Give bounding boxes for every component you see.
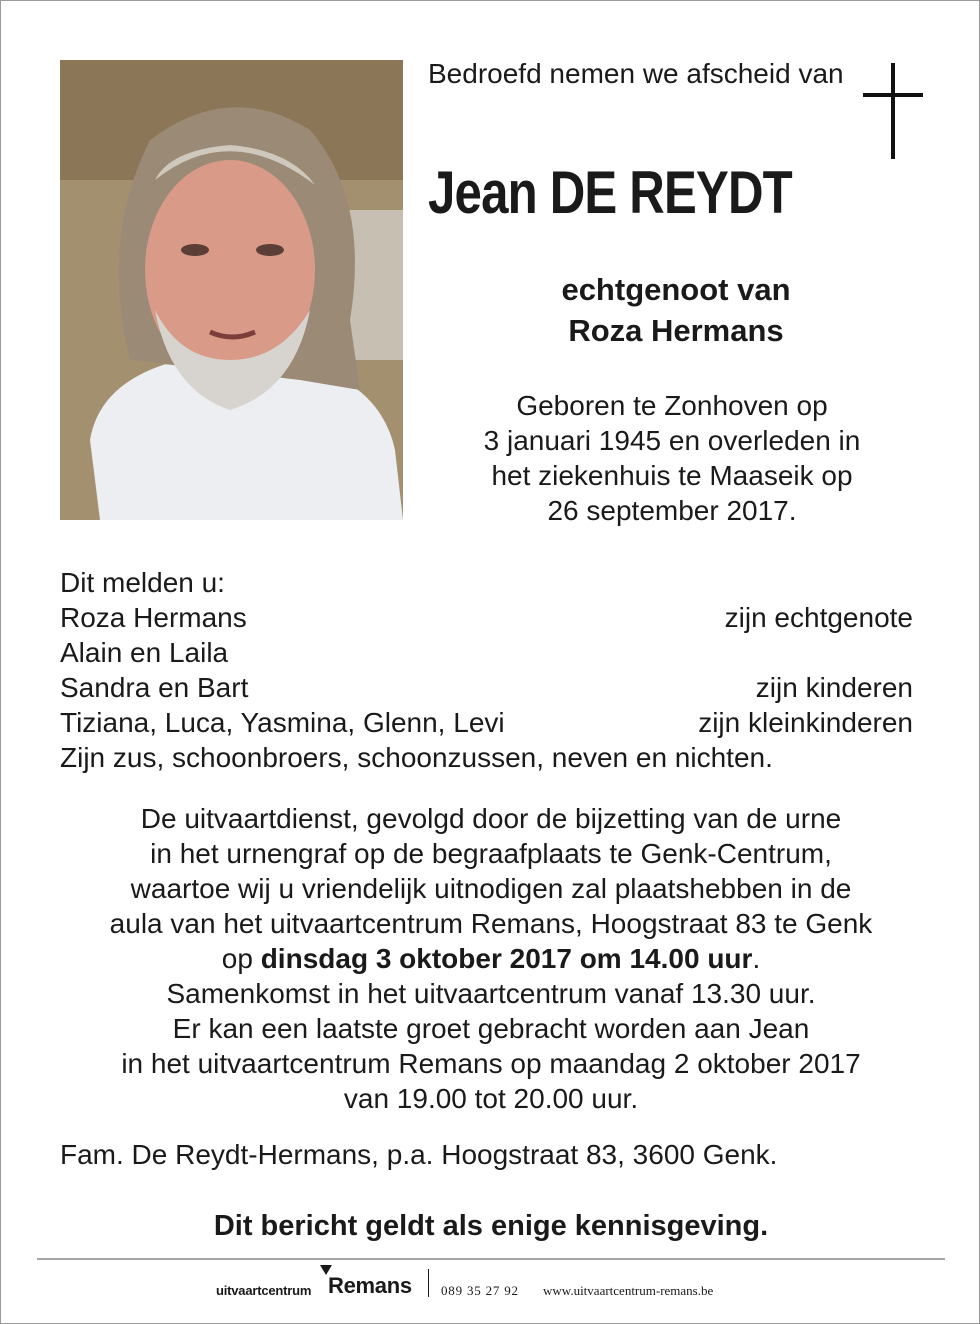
family-relation: zijn kleinkinderen — [698, 707, 913, 738]
service-date-line — [41, 941, 941, 976]
family-names: Alain en Laila — [60, 637, 229, 668]
family-names: Roza Hermans — [60, 602, 247, 633]
service-line: De uitvaartdienst, gevolgd door de bijzetting van de urne — [140, 803, 842, 834]
service-line: aula van het uitvaartcentrum Remans, Hoogstraat 83 te Genk — [109, 908, 873, 939]
service-line: in het uitvaartcentrum Remans op maandag 2 oktober 2017 — [121, 1048, 861, 1079]
footer-phone: 089 35 27 92 — [441, 1283, 519, 1298]
birth-death-block — [421, 388, 923, 528]
family-relation: zijn kinderen — [755, 672, 913, 703]
service-date-prefix: op — [221, 943, 261, 974]
portrait-illustration — [60, 60, 403, 520]
family-row — [60, 705, 913, 740]
family-address: Fam. De Reydt-Hermans, p.a. Hoogstraat 83, 3600 Genk. — [60, 1139, 778, 1170]
service-date: dinsdag 3 oktober 2017 om 14.00 uur — [260, 943, 753, 974]
footer — [216, 1263, 776, 1309]
family-row — [60, 670, 913, 705]
family-row — [60, 600, 913, 635]
birth-line: Geboren te Zonhoven op — [516, 390, 828, 421]
service-line: van 19.00 tot 20.00 uur. — [343, 1083, 639, 1114]
family-extended: Zijn zus, schoonbroers, schoonzussen, neven en nichten. — [60, 742, 773, 773]
footer-brand-name: Remans — [328, 1273, 412, 1298]
deceased-name: Jean DE REYDT — [428, 159, 792, 226]
spouse-line-2: Roza Hermans — [568, 313, 784, 348]
family-row — [60, 635, 913, 670]
birth-line: 26 september 2017. — [547, 495, 797, 526]
service-line: Er kan een laatste groet gebracht worden aan Jean — [172, 1013, 810, 1044]
family-names: Tiziana, Luca, Yasmina, Glenn, Levi — [60, 707, 505, 738]
service-line: in het urnengraf op de begraafplaats te Genk-Centrum, — [150, 838, 832, 869]
service-block — [41, 801, 941, 1116]
birth-line: 3 januari 1945 en overleden in — [483, 425, 861, 456]
service-line: waartoe wij u vriendelijk uitnodigen zal plaatshebben in de — [130, 873, 852, 904]
footer-divider — [37, 1258, 945, 1260]
portrait-photo — [60, 60, 403, 520]
family-block — [60, 565, 913, 775]
cross-icon — [863, 63, 925, 159]
spouse-line-1: echtgenoot van — [561, 272, 791, 307]
intro-text: Bedroefd nemen we afscheid van — [428, 58, 844, 89]
footer-brand-small: uitvaartcentrum — [216, 1283, 312, 1298]
notice-text: Dit bericht geldt als enige kennisgeving. — [213, 1210, 769, 1242]
service-line: Samenkomst in het uitvaartcentrum vanaf 13.30 uur. — [166, 978, 816, 1009]
footer-separator — [428, 1269, 429, 1297]
spouse-block — [471, 269, 881, 351]
family-names: Sandra en Bart — [60, 672, 249, 703]
birth-line: het ziekenhuis te Maaseik op — [491, 460, 853, 491]
family-heading: Dit melden u: — [60, 567, 225, 598]
service-date-suffix: . — [752, 943, 761, 974]
family-relation: zijn echtgenote — [724, 602, 913, 633]
footer-website: www.uitvaartcentrum-remans.be — [543, 1283, 714, 1298]
